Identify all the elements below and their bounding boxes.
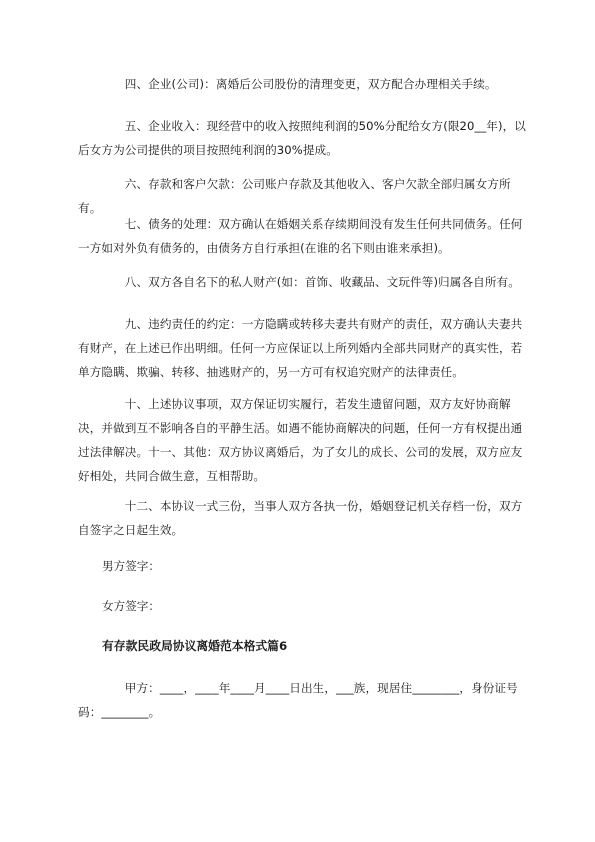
clause-6-deposits: 六、存款和客户欠款：公司账户存款及其他收入、客户欠款全部归属女方所有。 <box>78 177 511 215</box>
section-heading: 有存款民政局协议离婚范本格式篇6 <box>102 639 288 653</box>
clause-7-debts: 七、债务的处理：双方确认在婚姻关系存续期间没有发生任何共同债务。任何一方如对外负有债务的，由债务方自行承担(在谁的名下则由谁来承担)。 <box>78 217 523 255</box>
female-signature-label: 女方签字： <box>102 599 160 613</box>
clause-4-enterprise: 四、企业(公司)：离婚后公司股份的清理变更，双方配合办理相关手续。 <box>78 77 497 91</box>
clause-8-personal-property: 八、双方各自名下的私人财产(如：首饰、收藏品、文玩件等)归属各自所有。 <box>78 275 520 289</box>
clause-9-breach-liability: 九、违约责任的约定：一方隐瞒或转移夫妻共有财产的责任，双方确认夫妻共有财产，在上述已作出明细。任何一方应保证以上所列婚内全部共同财产的真实性，若单方隐瞒、欺骗、转移、抽逃财产的，另一方可有权追究财产的法律责任。 <box>78 317 523 379</box>
clause-5-enterprise-income: 五、企业收入：现经营中的收入按照纯利润的50%分配给女方(限20__年)，以后女方为公司提供的项目按照纯利润的30%提成。 <box>78 119 526 157</box>
clause-12-copies: 十二、本协议一式三份，当事人双方各执一份，婚姻登记机关存档一份，双方自签字之日起生效。 <box>78 499 523 537</box>
male-signature-label: 男方签字： <box>102 559 160 573</box>
clause-10-11-execution-other: 十、上述协议事项，双方保证切实履行，若发生遗留问题，双方友好协商解决，并做到互不影响各自的平静生活。如遇不能协商解决的问题，任何一方有权提出通过法律解决。十一、其他：双方协议离婚后，为了女儿的成长、公司的发展，双方应友好相处，共同合做生意，互相帮助。 <box>78 397 523 483</box>
party-a-info: 甲方：____，____年____月____日出生，___族，现居住________，身份证号码：________。 <box>78 681 518 719</box>
